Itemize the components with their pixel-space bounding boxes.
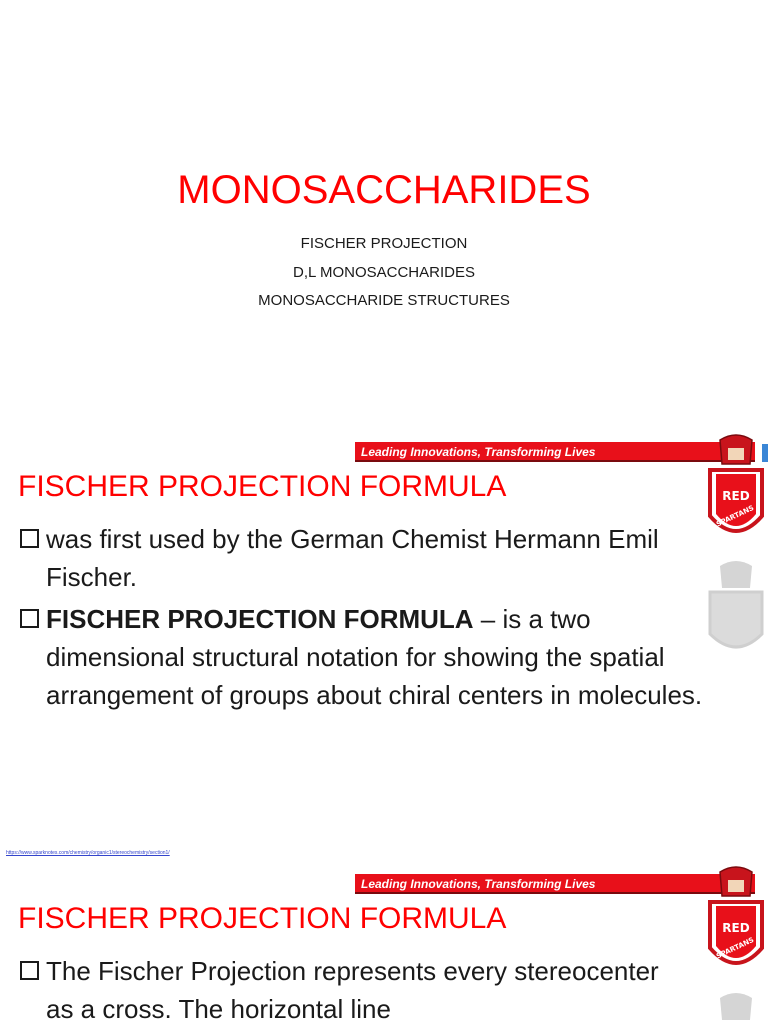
slide-subtitle-list xyxy=(0,230,768,316)
bullet-list xyxy=(18,952,678,1024)
section-heading: FISCHER PROJECTION FORMULA xyxy=(18,902,507,935)
checkbox-bullet-icon xyxy=(20,961,39,980)
subtitle-item: FISCHER PROJECTION xyxy=(300,235,468,252)
bullet-item xyxy=(18,600,728,714)
bullet-list xyxy=(18,520,728,714)
logo-text-top: RED xyxy=(722,921,750,935)
bullet-item xyxy=(18,520,728,596)
tagline-banner: Leading Innovations, Transforming Lives xyxy=(355,442,755,462)
slide-title xyxy=(0,0,768,432)
bullet-text: was first used by the German Chemist Hermann Emil Fischer. xyxy=(46,524,659,592)
slide-title-heading: MONOSACCHARIDES xyxy=(177,168,591,212)
checkbox-bullet-icon xyxy=(20,609,39,628)
checkbox-bullet-icon xyxy=(20,529,39,548)
subtitle-item: D,L MONOSACCHARIDES xyxy=(293,263,475,281)
section-heading: FISCHER PROJECTION FORMULA xyxy=(18,470,507,503)
logo-text-top: RED xyxy=(722,489,750,503)
faded-logo-icon xyxy=(706,992,766,1024)
slide-fischer-1 xyxy=(0,432,768,864)
tagline-banner: Leading Innovations, Transforming Lives xyxy=(355,874,755,894)
subtitle-item: MONOSACCHARIDE STRUCTURES xyxy=(258,292,510,309)
red-spartans-logo-icon xyxy=(706,866,766,986)
bullet-bold-term: FISCHER PROJECTION FORMULA xyxy=(46,604,474,634)
bullet-item xyxy=(18,952,678,1024)
logo-text-bottom: SPARTANS xyxy=(715,935,756,961)
source-link[interactable]: https://www.sparknotes.com/chemistry/organic1/stereochemistry/section1/ xyxy=(6,850,170,856)
slide-fischer-2 xyxy=(0,864,768,1024)
logo-text-bottom: SPARTANS xyxy=(715,503,756,529)
bullet-text: – is a two dimensional structural notation for showing the spatial arrangement of groups about chiral centers in molecules. xyxy=(46,604,703,710)
bullet-text: The Fischer Projection represents every stereocenter as a cross. The horizontal line xyxy=(46,956,659,1024)
